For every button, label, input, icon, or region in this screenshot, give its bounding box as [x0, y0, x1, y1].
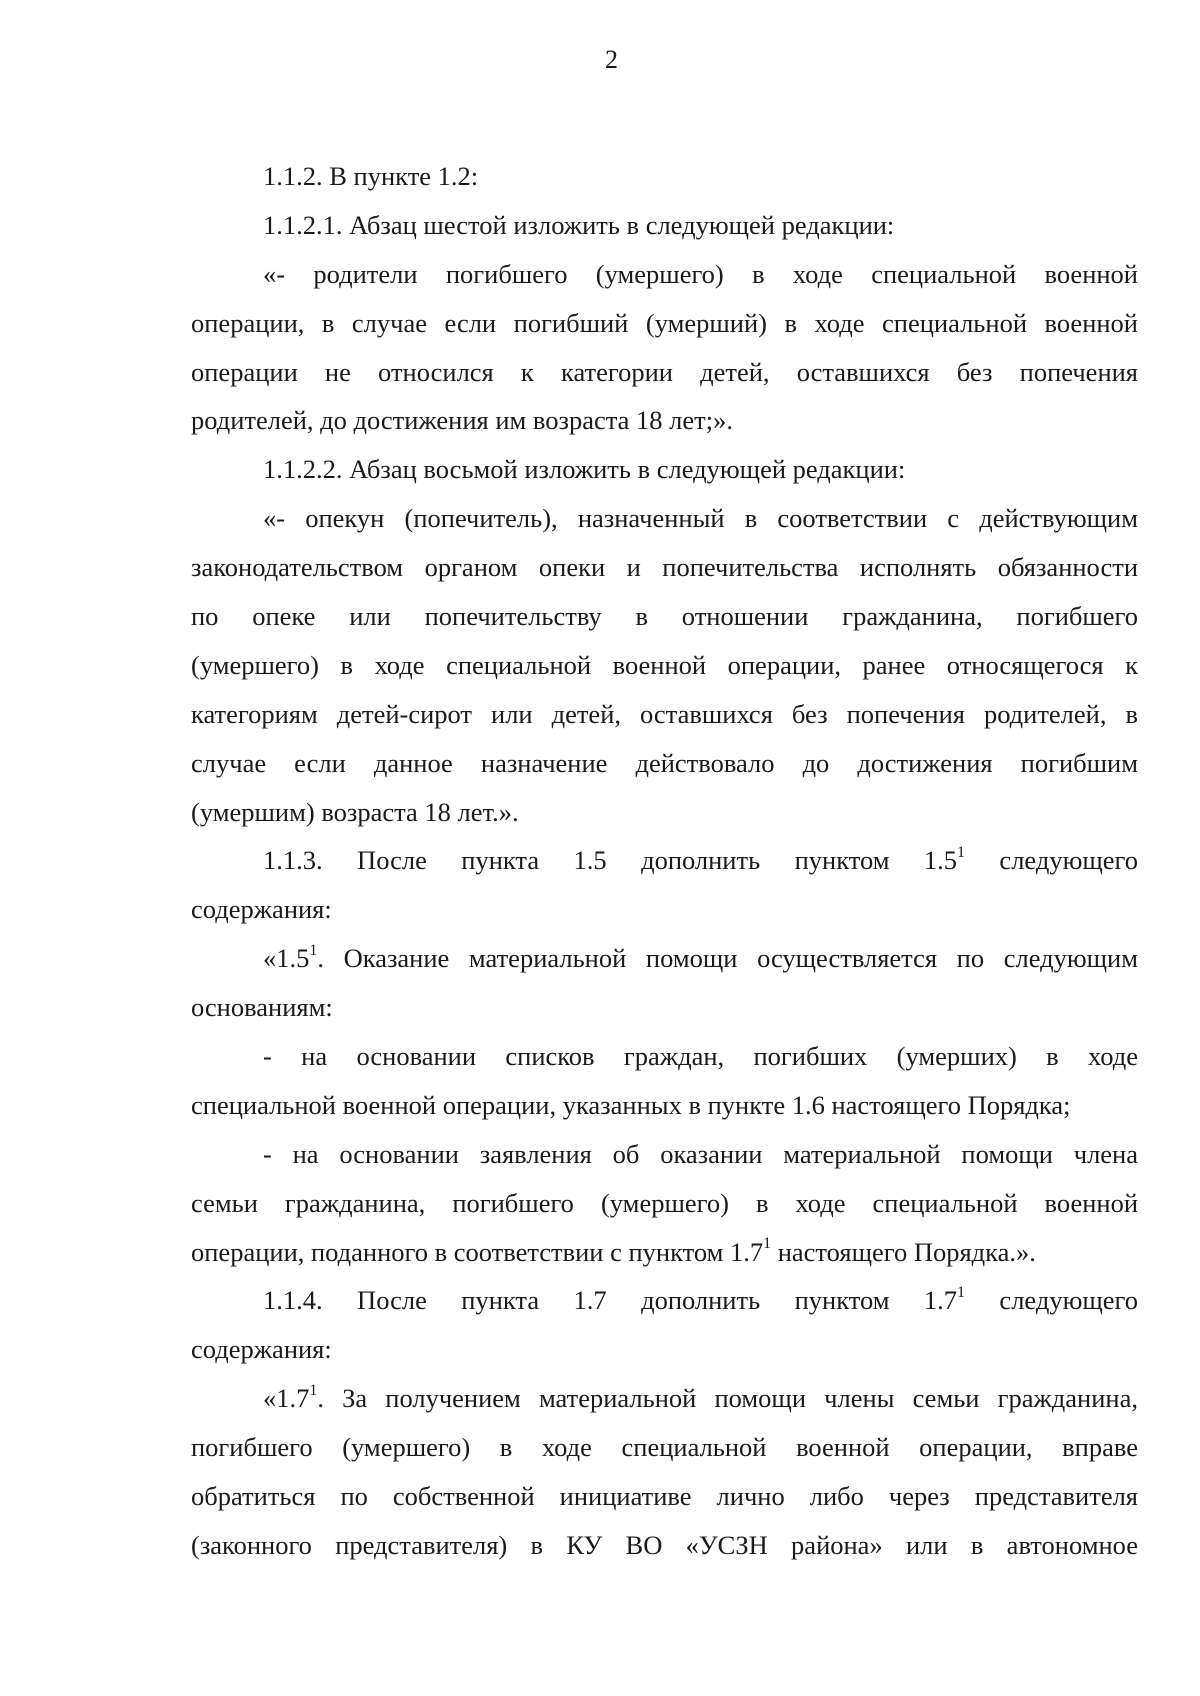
text-fragment: операции, поданного в соответствии с пунктом 1.7 [191, 1236, 764, 1267]
text-line [191, 934, 1138, 983]
text-line: специальной военной операции, указанных в пункте 1.6 настоящего Порядка; [191, 1089, 1071, 1120]
text-line: операции, в случае если погибший (умерший) в ходе специальной военной [191, 307, 1138, 338]
text-line [191, 1374, 1138, 1423]
text-line: - на основании заявления об оказании материальной помощи члена [263, 1138, 1138, 1169]
text-line: 1.1.2. В пункте 1.2: [263, 161, 479, 191]
text-line [191, 1228, 1138, 1277]
text-line: основаниям: [191, 992, 333, 1023]
text-line: законодательством органом опеки и попечительства исполнять обязанности [191, 552, 1138, 583]
text-line: погибшего (умершего) в ходе специальной военной операции, вправе [191, 1432, 1138, 1463]
text-line: семьи гражданина, погибшего (умершего) в ходе специальной военной [191, 1187, 1138, 1218]
text-line [191, 836, 1138, 885]
text-fragment: 1.1.4. После пункта 1.7 дополнить пунктом 1.7 [263, 1285, 958, 1316]
superscript: 1 [309, 1382, 318, 1400]
superscript: 1 [957, 1284, 965, 1302]
text-line: содержания: [191, 894, 332, 925]
text-fragment: . Оказание материальной помощи осуществляется по следующим [317, 943, 1138, 974]
document-body [191, 152, 1138, 1570]
text-line: обратиться по собственной инициативе лично либо через представителя [191, 1481, 1138, 1512]
text-line: операции не относился к категории детей, оставшихся без попечения [191, 356, 1138, 387]
text-line: (умершим) возраста 18 лет.». [191, 796, 519, 827]
text-fragment: следующего [965, 845, 1138, 876]
text-fragment: следующего [965, 1285, 1138, 1316]
superscript: 1 [957, 844, 965, 862]
text-fragment: 1.1.3. После пункта 1.5 дополнить пунктом 1.5 [263, 845, 958, 876]
text-line: - на основании списков граждан, погибших (умерших) в ходе [263, 1041, 1138, 1072]
text-line: 1.1.2.1. Абзац шестой изложить в следующей редакции: [263, 209, 895, 240]
text-line: случае если данное назначение действовало до достижения погибшим [191, 747, 1138, 778]
superscript: 1 [309, 942, 318, 960]
text-line: категориям детей-сирот или детей, оставшихся без попечения родителей, в [191, 698, 1138, 729]
text-fragment: «1.5 [263, 943, 310, 974]
text-fragment: «1.7 [263, 1383, 310, 1414]
text-fragment: настоящего Порядка.». [771, 1236, 1036, 1267]
text-line: (законного представителя) в КУ ВО «УСЗН района» или в автономное [191, 1529, 1138, 1560]
text-line: по опеке или попечительству в отношении гражданина, погибшего [191, 601, 1138, 632]
text-line: (умершего) в ходе специальной военной операции, ранее относящегося к [191, 649, 1138, 680]
text-line: содержания: [191, 1334, 332, 1365]
page-number: 2 [605, 45, 618, 74]
text-line: родителей, до достижения им возраста 18 лет;». [191, 405, 733, 436]
text-line: 1.1.2.2. Абзац восьмой изложить в следующей редакции: [263, 454, 906, 485]
text-line: «- опекун (попечитель), назначенный в соответствии с действующим [263, 503, 1138, 534]
text-line [191, 1276, 1138, 1325]
text-line: «- родители погибшего (умершего) в ходе специальной военной [263, 258, 1138, 289]
text-fragment: . За получением материальной помощи члены семьи гражданина, [317, 1383, 1138, 1414]
superscript: 1 [763, 1235, 772, 1253]
